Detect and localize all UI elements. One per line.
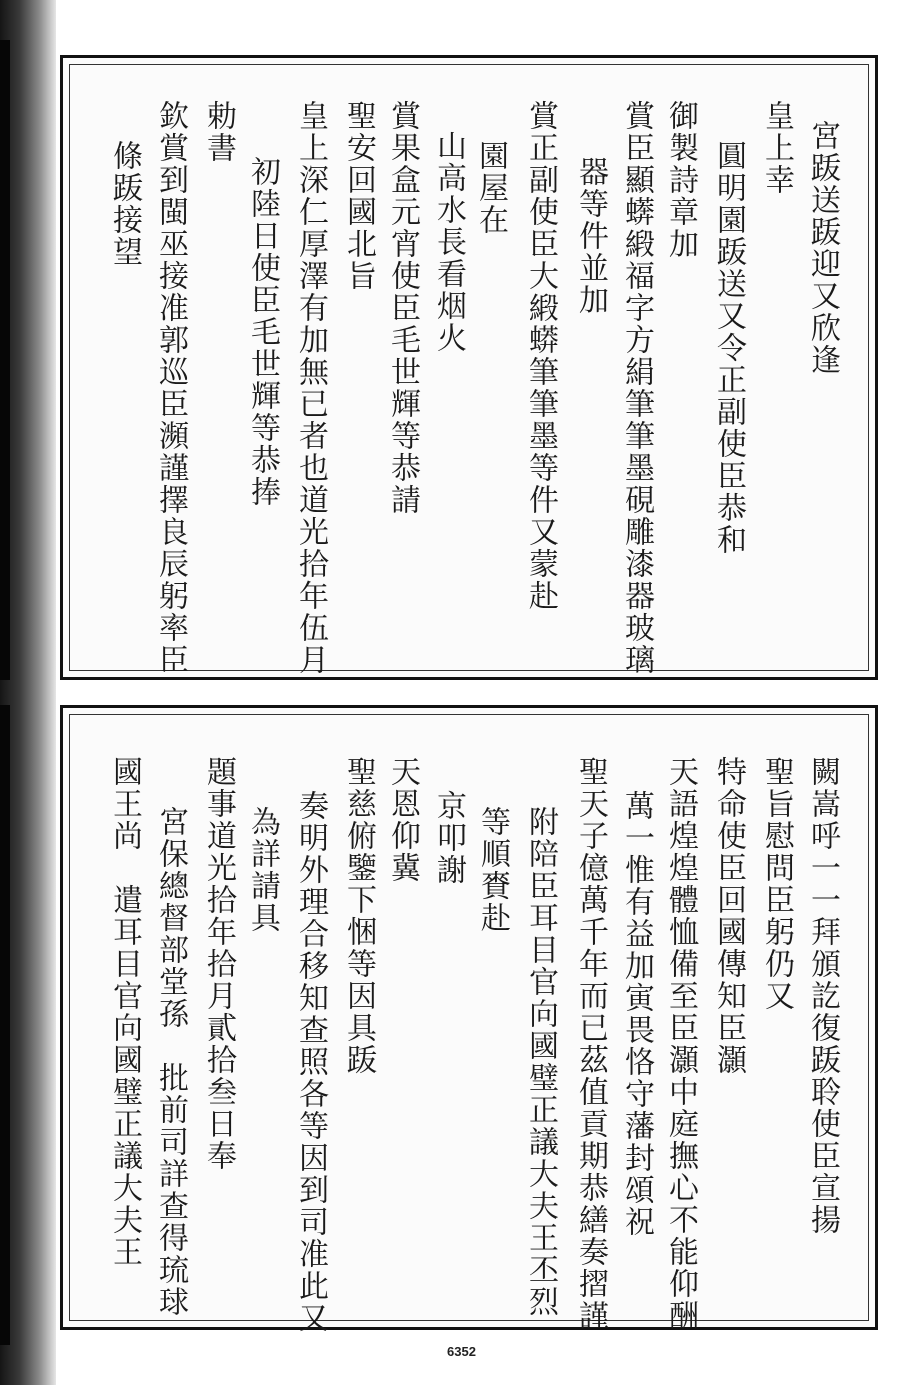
page-number: 6352 (447, 1344, 476, 1359)
bottom-col-6: 聖天子億萬千年而已茲值貢期恭繕奏摺謹 (573, 756, 608, 1332)
bottom-col-10: 天恩仰冀 (385, 756, 420, 884)
top-col-1: 宮䟦送䟦迎又欣逢 (805, 120, 840, 376)
bottom-col-1: 闕嵩呼一一拜頒訖復䟦聆使臣宣揚 (805, 756, 840, 1236)
bottom-col-11: 聖慈俯鑒下悃等因具䟦 (341, 756, 376, 1076)
top-col-9: 山高水長看烟火 (431, 130, 466, 354)
top-col-10: 賞果盒元宵使臣毛世輝等恭請 (385, 100, 420, 516)
top-col-8: 園屋在 (473, 140, 508, 236)
bottom-col-2: 聖旨慰問臣躬仍又 (759, 756, 794, 1012)
bottom-manuscript-panel (60, 705, 878, 1334)
bottom-col-8: 等順賚赴 (475, 806, 510, 934)
bottom-col-9: 京叩謝 (431, 790, 466, 886)
top-panel-columns (63, 58, 875, 677)
top-col-11: 聖安回國北旨 (341, 100, 376, 292)
top-col-14: 勅書 (201, 100, 236, 164)
top-col-3: 圓明園䟦送又令正副使臣恭和 (711, 140, 746, 556)
bottom-col-7: 附陪臣耳目官向國璧正議大夫王丕烈 (523, 806, 558, 1318)
bottom-col-4: 天語煌煌體恤備至臣灝中庭撫心不能仰酬 (663, 756, 698, 1332)
bottom-col-14: 題事道光拾年拾月貳拾叁日奉 (201, 756, 236, 1172)
spine-edge-bottom (0, 705, 10, 1345)
top-col-2: 皇上幸 (759, 100, 794, 196)
top-col-12: 皇上深仁厚澤有加無已者也道光拾年伍月 (293, 100, 328, 676)
bottom-col-16: 國王尚 遣耳目官向國璧正議大夫王 (107, 756, 142, 1268)
spine-edge-top (0, 40, 10, 680)
bottom-col-3: 特命使臣回國傳知臣灝 (711, 756, 746, 1076)
top-col-4: 御製詩章加 (663, 100, 698, 260)
top-manuscript-panel (60, 55, 878, 680)
top-col-13: 初陸日使臣毛世輝等恭捧 (245, 156, 280, 508)
top-col-7: 賞正副使臣大緞蟒筆筆墨等件又蒙赴 (523, 100, 558, 612)
top-col-5: 賞臣顯蠎緞福字方絹筆筆墨硯雕漆器玻璃 (619, 100, 654, 676)
bottom-col-12: 奏明外理合移知查照各等因到司准此又 (293, 790, 328, 1334)
top-col-16: 條䟦接望 (107, 140, 142, 268)
bottom-panel-columns (63, 708, 875, 1334)
top-col-6: 器等件並加 (573, 156, 608, 316)
bottom-col-15: 宮保總督部堂孫 批前司詳查得琉球 (153, 806, 188, 1318)
bottom-col-13: 為詳請具 (245, 806, 280, 934)
top-col-15: 欽賞到閩巫接准郭巡臣瀕謹擇良辰躬率臣 (153, 100, 188, 676)
bottom-col-5: 萬一惟有益加寅畏恪守藩封頌祝 (619, 790, 654, 1238)
